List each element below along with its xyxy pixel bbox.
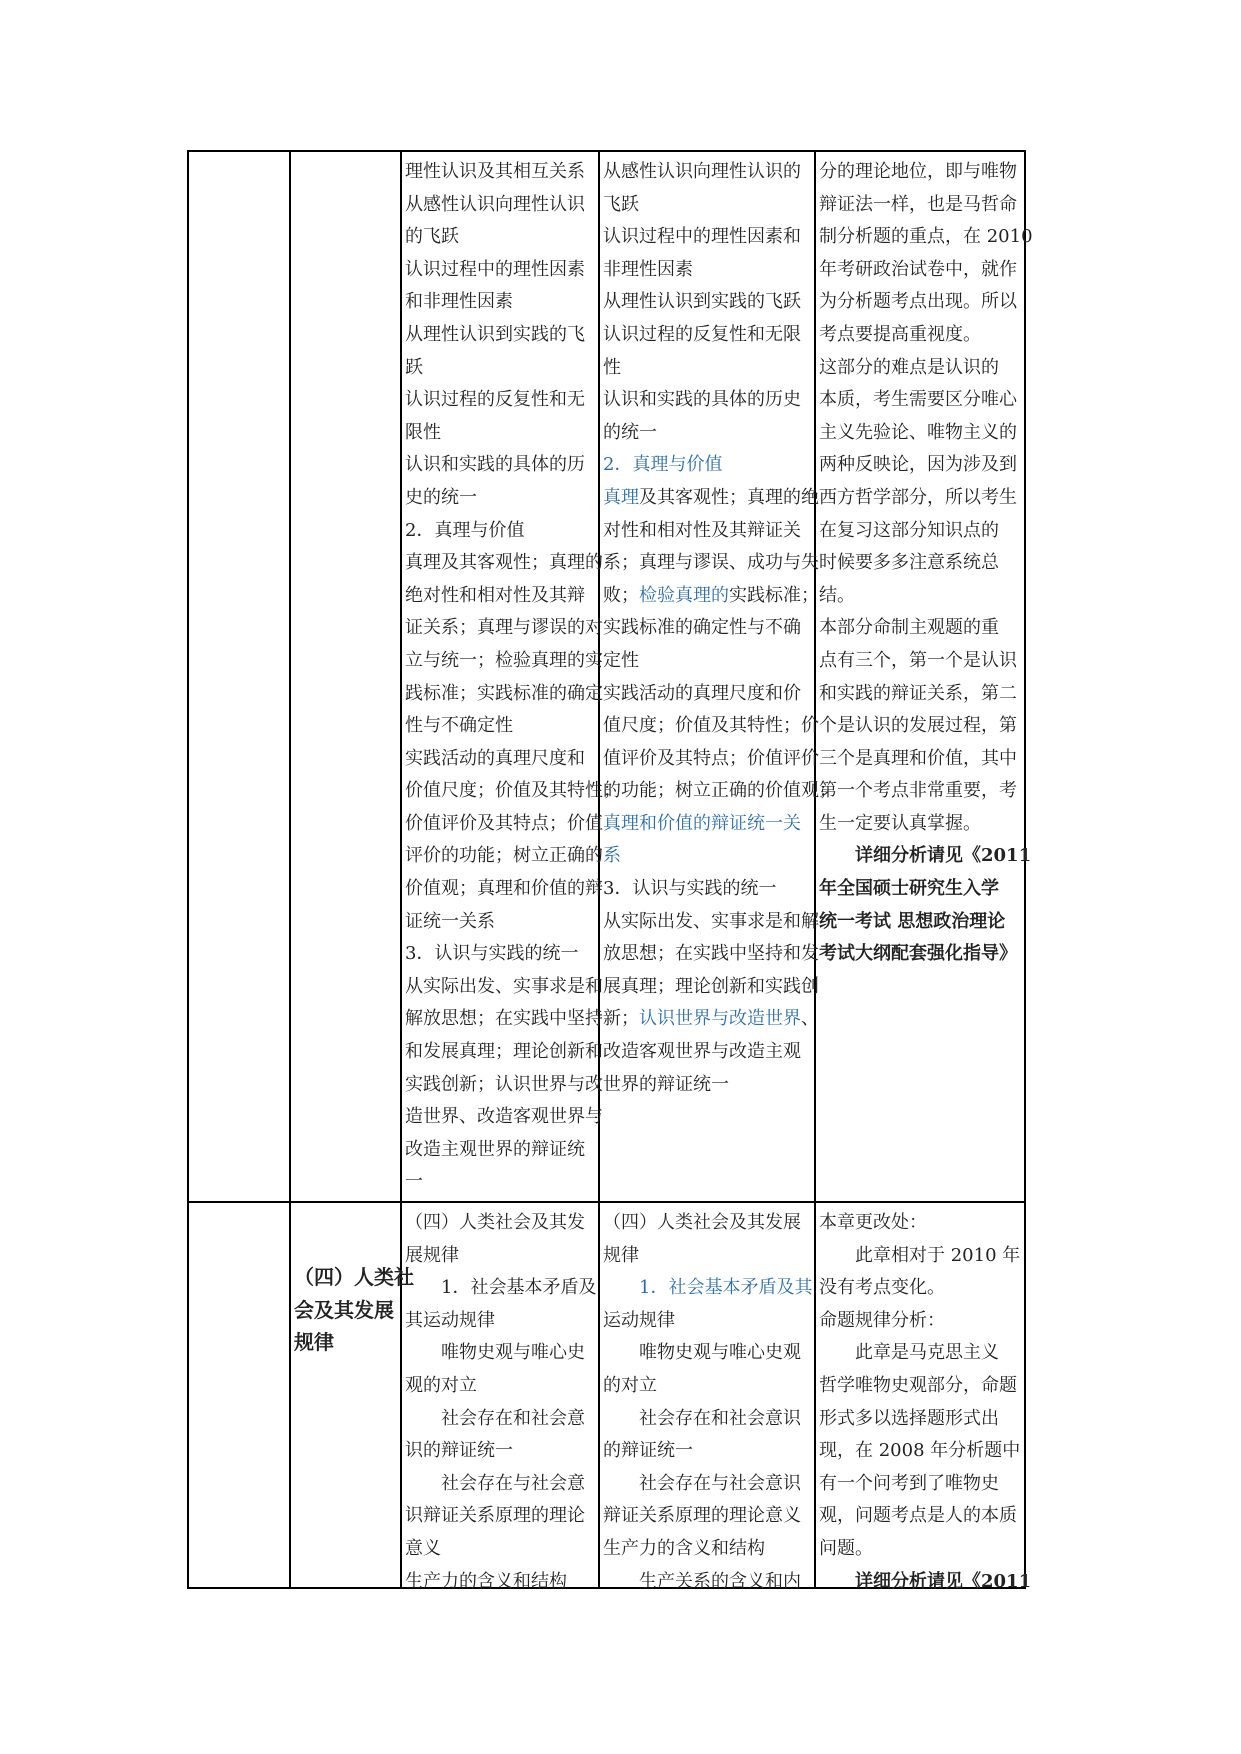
reference-note: 统一考试 思想政治理论 [819,910,1006,932]
text-line: 问题。 [819,1537,873,1559]
text-line: 本章更改处： [819,1212,927,1233]
text-line: 形式多以选择题形式出 [819,1407,999,1429]
text-line: 解放思想；在实践中坚持 [405,1008,603,1030]
text-line: 的飞跃 [405,226,459,248]
row1-col2-cell [291,152,402,1203]
link-know-change-world[interactable]: 认识世界与改造世界 [639,1008,801,1030]
text-span: 及其客观性；真理的绝 [639,486,819,508]
row1-col5-cell [816,152,1033,1203]
text-line: 真理及其客观性；真理的 [405,552,603,574]
text-line: 世界的辩证统一 [603,1073,729,1095]
text-line: 改造客观世界与改造主观 [603,1041,801,1063]
row2-col5-cell [816,1203,1032,1592]
text-line: 的统一 [603,421,657,443]
link-truth[interactable]: 真理 [603,486,639,508]
chapter-heading: 会及其发展 [294,1297,394,1322]
text-line: （四）人类社会及其发 [405,1212,585,1233]
text-line: 践标准；实践标准的确定 [405,682,603,704]
text-line: 实践标准的确定性与不确 [603,617,801,639]
text-line: 飞跃 [603,193,639,215]
text-line: 展真理；理论创新和实践创 [603,975,819,997]
text-line: 从感性认识向理性认识的 [603,161,801,182]
text-line: 唯物史观与唯心史观 [639,1342,801,1364]
text-line: 观的对立 [405,1374,477,1396]
text-line: 辩证法一样，也是马哲命 [819,193,1017,215]
text-line: 认识过程中的理性因素和 [603,226,801,248]
text-line: 值评价及其特点；价值评价 [603,747,819,769]
text-line [603,580,819,613]
section-heading: 2．真理与价值 [603,454,723,476]
reference-note: 详细分析请见《2011 [855,1570,1032,1592]
row2-col3-cell [402,1203,600,1592]
section-heading: 2．真理与价值 [405,519,525,541]
text-line: 哲学唯物史观部分，命题 [819,1374,1017,1396]
text-line: 认识过程的反复性和无 [405,389,585,411]
section-heading: 3．认识与实践的统一 [603,878,777,900]
chapter-heading: 规律 [294,1330,334,1355]
text-line: 价值尺度；价值及其特性； [405,780,621,802]
text-line: 改造主观世界的辩证统 [405,1138,585,1160]
text-line: 认识过程中的理性因素 [405,258,585,280]
text-line: 本质，考生需要区分唯心 [819,389,1017,411]
text-line: 考点要提高重视度。 [819,323,981,345]
text-line: 现，在 2008 年分析题中 [819,1440,1021,1462]
text-line: （四）人类社会及其发展 [603,1212,801,1233]
text-line: 立与统一；检验真理的实 [405,649,603,671]
text-line: 认识和实践的具体的历史 [603,389,801,411]
text-line: 认识和实践的具体的历 [405,454,585,476]
text-line: 时候要多多注意系统总 [819,552,999,574]
text-line: 辩证关系原理的理论意义 [603,1505,801,1527]
text-line: 限性 [405,421,441,443]
text-line: 社会存在和社会意 [441,1407,585,1429]
text-line: 展规律 [405,1244,459,1266]
text-line: 社会存在与社会意识 [639,1472,801,1494]
text-line: 规律 [603,1244,639,1266]
link-truth-value-unity-cont[interactable]: 系 [603,845,621,867]
row1-col3-cell [402,152,621,1203]
text-line: 的辩证统一 [603,1440,693,1462]
row1-col4-cell [600,152,837,1203]
text-line: 其运动规律 [405,1309,495,1331]
text-line: 这部分的难点是认识的 [819,356,999,378]
text-line: 和非理性因素 [405,291,513,313]
text-line: 社会存在与社会意 [441,1472,585,1494]
text-line: 性与不确定性 [405,715,513,737]
text-span: 实践标准； [729,584,819,606]
text-line: 制分析题的重点，在 2010 [819,226,1033,248]
row2-col4-cell [600,1203,816,1592]
text-line: 性 [603,356,621,378]
reference-note: 年全国硕士研究生入学 [819,878,999,900]
text-line: 生产关系的含义和内 [639,1570,801,1592]
text-line: 证关系；真理与谬误的对 [405,617,603,639]
text-line: 从感性认识向理性认识 [405,193,585,215]
text-line: 在复习这部分知识点的 [819,519,999,541]
text-line: 绝对性和相对性及其辩 [405,584,585,606]
text-line: 命题规律分析： [819,1309,945,1331]
text-line: 证统一关系 [405,910,495,932]
text-line: 第一个考点非常重要，考 [819,780,1017,802]
text-line: 观，问题考点是人的本质 [819,1505,1017,1527]
text-line: 史的统一 [405,486,477,508]
text-line: 此章是马克思主义 [855,1342,999,1364]
text-line: 评价的功能；树立正确的 [405,845,603,867]
text-line: 1．社会基本矛盾及 [441,1277,597,1299]
text-line: 点有三个，第一个是认识 [819,649,1017,671]
reference-note: 考试大纲配套强化指导》 [819,943,1017,965]
link-truth-value-unity[interactable]: 真理和价值的辩证统一关 [603,812,801,834]
text-line [603,1003,819,1036]
text-line: 对性和相对性及其辩证关 [603,519,801,541]
reference-note: 详细分析请见《2011 [855,845,1032,867]
text-line: 三个是真理和价值，其中 [819,747,1017,769]
text-line: 实践活动的真理尺度和价 [603,682,801,704]
text-line: 一 [405,1171,423,1193]
text-line: 价值观；真理和价值的辩 [405,878,603,900]
text-line: 意义 [405,1537,441,1559]
row2-col1-cell [189,1203,291,1589]
text-span: 新； [603,1008,639,1030]
text-line: 和实践的辩证关系，第二 [819,682,1017,704]
section-heading: 3．认识与实践的统一 [405,943,579,965]
text-line: 分的理论地位，即与唯物 [819,161,1017,182]
text-line: 从理性认识到实践的飞跃 [603,291,801,313]
text-line: 和发展真理；理论创新和 [405,1041,603,1063]
text-line: 非理性因素 [603,258,693,280]
text-line: 放思想；在实践中坚持和发 [603,943,819,965]
text-line: 理性认识及其相互关系 [405,161,585,182]
text-line: 两种反映论，因为涉及到 [819,454,1017,476]
text-line: 值尺度；价值及其特性；价 [603,715,819,737]
text-line: 社会存在和社会意识 [639,1407,801,1429]
row2-col2-cell [291,1203,414,1589]
text-line: 价值评价及其特点；价值 [405,812,603,834]
text-line: 认识过程的反复性和无限 [603,323,801,345]
text-line: 为分析题考点出现。所以 [819,291,1017,313]
text-line: 识的辩证统一 [405,1440,513,1462]
link-test-truth[interactable]: 检验真理的 [639,584,729,606]
text-line: 西方哲学部分，所以考生 [819,486,1017,508]
text-span: 败； [603,584,639,606]
text-line: 生产力的含义和结构 [405,1570,567,1592]
text-line: 实践创新；认识世界与改 [405,1073,603,1095]
row1-col1-cell [189,152,291,1203]
syllabus-table [187,150,1033,1592]
text-line: 唯物史观与唯心史 [441,1342,585,1364]
text-line: 从理性认识到实践的飞 [405,323,585,345]
text-line: 的对立 [603,1374,657,1396]
text-span: 、 [801,1008,819,1030]
text-line: 个是认识的发展过程，第 [819,715,1017,737]
text-line: 主义先验论、唯物主义的 [819,421,1017,443]
text-line: 系；真理与谬误、成功与失 [603,552,819,574]
section-heading: 1．社会基本矛盾及其 [639,1277,813,1299]
text-line: 定性 [603,649,639,671]
text-line: 有一个问考到了唯物史 [819,1472,999,1494]
text-line: 此章相对于 2010 年 [855,1244,1021,1266]
text-line: 从实际出发、实事求是和解 [603,910,819,932]
text-line: 没有考点变化。 [819,1277,945,1299]
text-line: 生一定要认真掌握。 [819,812,981,834]
text-line: 结。 [819,584,855,606]
text-line: 跃 [405,356,423,378]
text-line: 造世界、改造客观世界与 [405,1106,603,1128]
text-line: 生产力的含义和结构 [603,1537,765,1559]
text-line: 本部分命制主观题的重 [819,617,999,639]
text-line: 年考研政治试卷中，就作 [819,258,1017,280]
text-line: 实践活动的真理尺度和 [405,747,585,769]
chapter-heading: （四）人类社 [294,1265,414,1289]
text-line: 的功能；树立正确的价值观； [603,780,837,802]
text-line: 从实际出发、实事求是和 [405,975,603,997]
text-line [603,482,819,515]
text-line: 运动规律 [603,1309,675,1331]
text-line: 识辩证关系原理的理论 [405,1505,585,1527]
